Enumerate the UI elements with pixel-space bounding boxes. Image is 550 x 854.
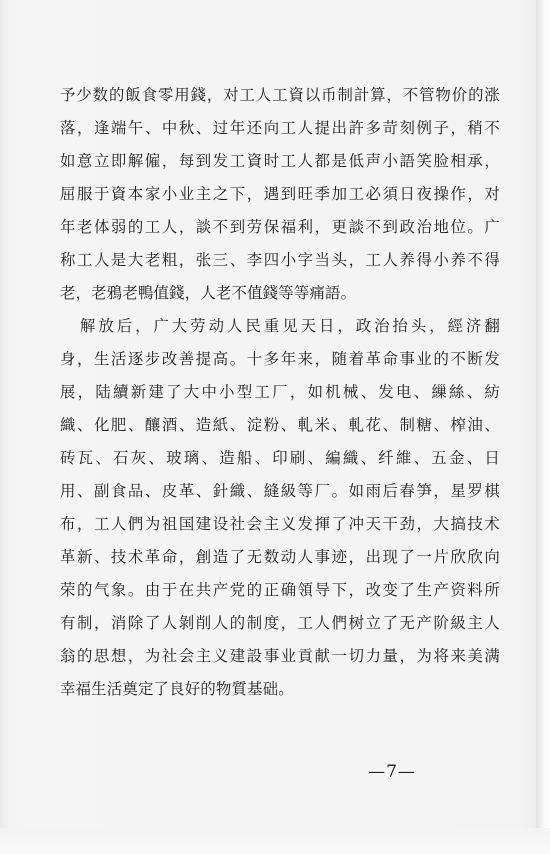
text-line: 荣的气象。由于在共产党的正确領导下，改变了生产资料所 — [60, 581, 500, 599]
text-line: 織、化肥、釀酒、造紙、淀粉、軋米、軋花、制糖、榨油、 — [60, 416, 500, 434]
text-line: 幸福生活奠定了良好的物質基础。 — [60, 680, 294, 698]
text-line: 有制，消除了人剝削人的制度，工人們树立了无产阶級主人 — [60, 614, 500, 632]
paragraph-first-line: 解放后，广大劳动人民重见天日，政治抬头，經济翻 — [80, 317, 500, 335]
text-line: 用、副食品、皮革、針織、縫級等厂。如雨后春笋，星罗棋 — [60, 482, 500, 500]
text-line: 老，老鴉老鴨值錢，人老不值錢等等痛語。 — [60, 284, 357, 302]
text-line: 年老体弱的工人，談不到劳保福利，更談不到政治地位。广 — [60, 218, 500, 236]
text-line: 展，陆續新建了大中小型工厂，如机械、发电、繅絲、紡 — [60, 383, 500, 401]
text-line: 翁的思想，为社会主义建設事业貢献一切力量，为将来美满 — [60, 647, 500, 665]
text-line: 屈服于資本家小业主之下，遇到旺季加工必須日夜操作，对 — [60, 185, 500, 203]
text-line: 身，生活逐步改善提高。十多年来，随着革命事业的不断发 — [60, 350, 500, 368]
text-line: 予少数的飯食零用錢，对工人工資以币制計算，不管物价的涨 — [60, 86, 500, 104]
text-line: 布，工人們为祖国建设社会主义发揮了冲天干劲，大搞技术 — [60, 515, 500, 533]
text-line: 如意立即解僱，每到发工資时工人都是低声小語笑脸相承， — [60, 152, 500, 170]
text-line: 称工人是大老粗，张三、李四小字当头，工人养得小养不得 — [60, 251, 500, 269]
text-line: 落，逢端午、中秋、过年还向工人提出許多苛刻例子，稍不 — [60, 119, 500, 137]
page-bottom-margin — [0, 828, 550, 854]
page-edge-shadow — [536, 0, 550, 854]
page-number: —7— — [368, 762, 416, 782]
text-line: 革新、技术革命，創造了无数动人事迹，出现了一片欣欣向 — [60, 548, 500, 566]
text-line: 砖瓦、石灰、玻璃、造船、印刷、編織、纤維、五金、日 — [60, 449, 500, 467]
